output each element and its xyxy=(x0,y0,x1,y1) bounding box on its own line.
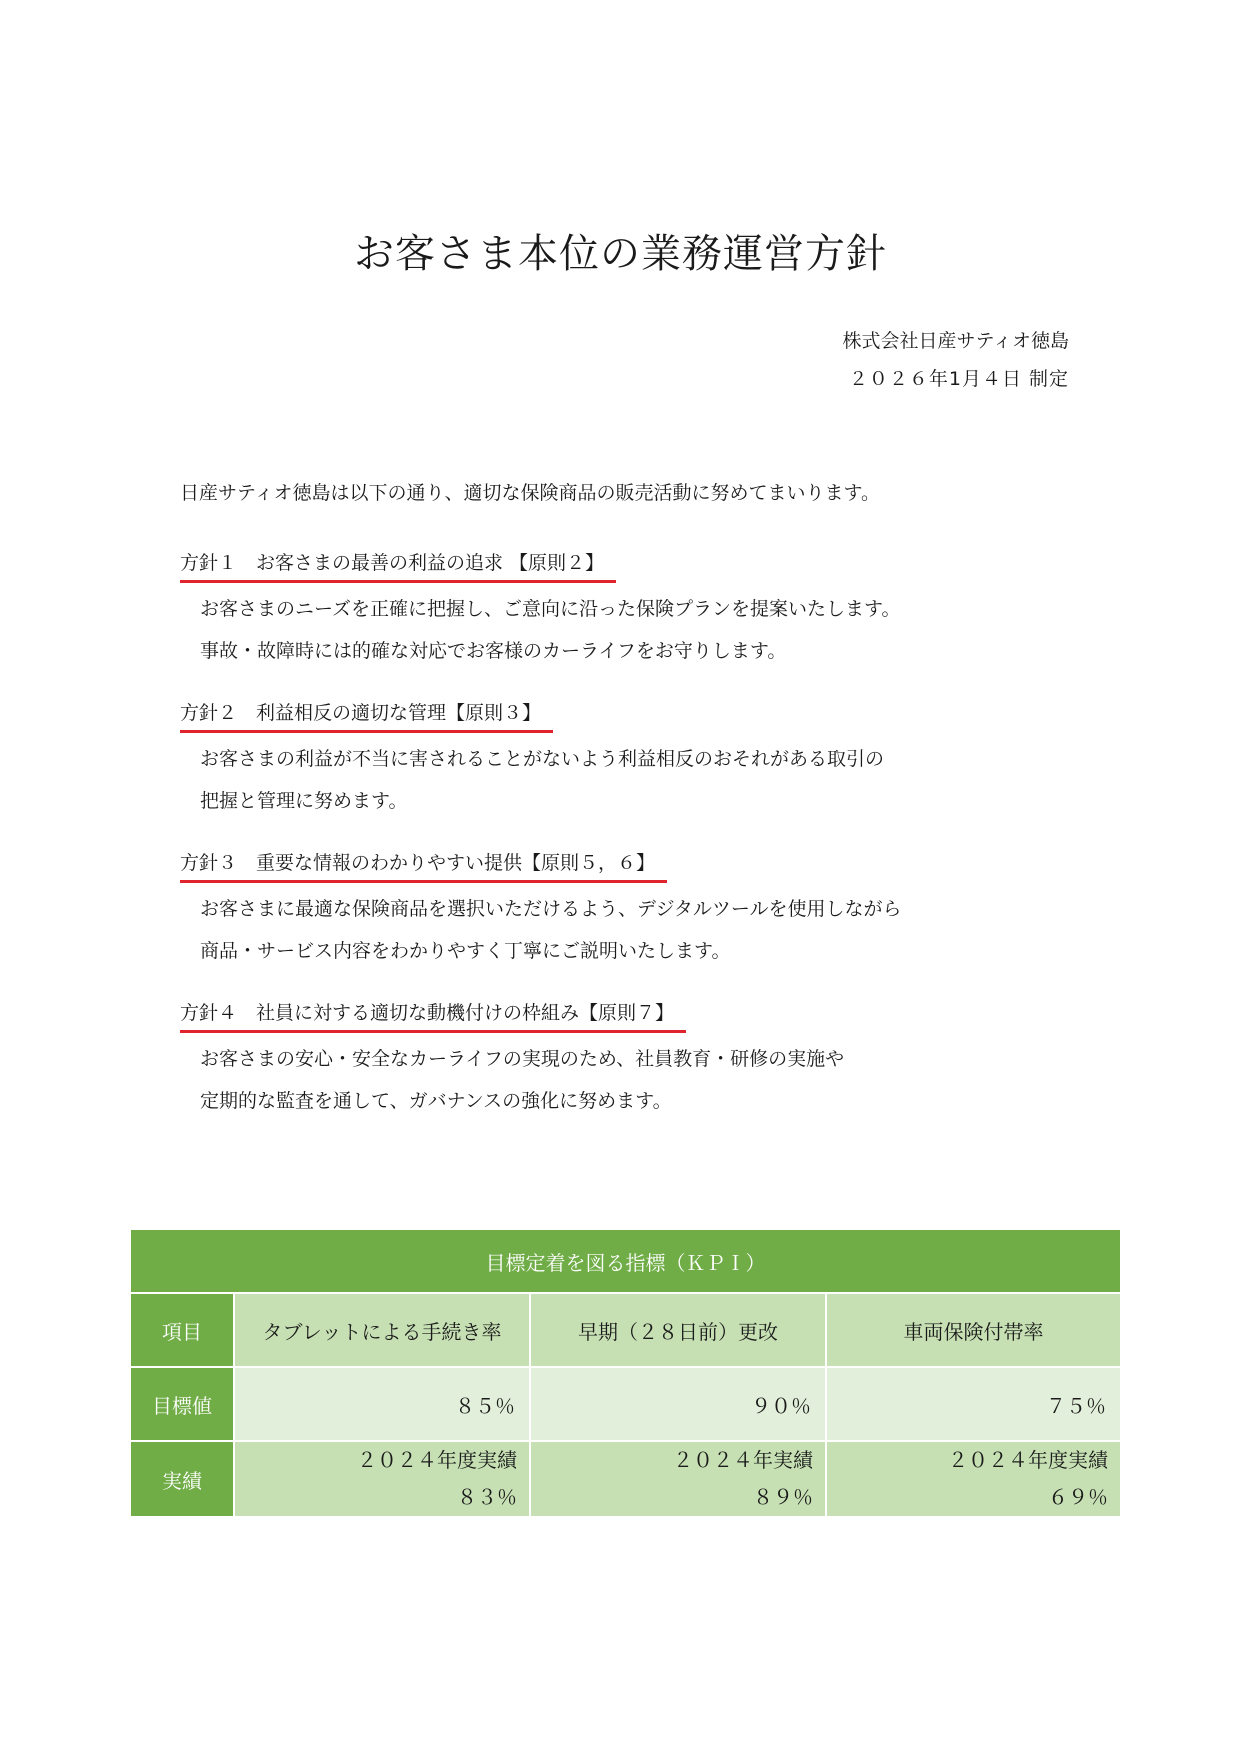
kpi-actual-period: ２０２４年実績 xyxy=(673,1448,813,1472)
kpi-actual-period: ２０２４年度実績 xyxy=(357,1448,517,1472)
kpi-actual-value: ６９％ xyxy=(1048,1485,1108,1509)
policy-line: お客さまの安心・安全なカーライフの実現のため、社員教育・研修の実施や xyxy=(200,1048,845,1070)
policy-heading: 方針２ 利益相反の適切な管理【原則３】 xyxy=(180,698,553,733)
company-name: 株式会社日産サティオ徳島 xyxy=(842,330,1069,352)
kpi-actual-value: ８３％ xyxy=(457,1485,517,1509)
kpi-table xyxy=(129,1228,1122,1518)
policy-3 xyxy=(180,848,901,963)
kpi-actual-cell xyxy=(234,1441,530,1517)
policy-1 xyxy=(180,548,901,663)
kpi-actual-label: 実績 xyxy=(130,1441,234,1517)
kpi-target-label: 目標値 xyxy=(130,1367,234,1441)
kpi-actual-cell xyxy=(530,1441,826,1517)
kpi-target-value: ９０％ xyxy=(530,1367,826,1441)
kpi-target-value: ８５％ xyxy=(234,1367,530,1441)
policy-line: 事故・故障時には的確な対応でお客様のカーライフをお守りします。 xyxy=(200,640,787,662)
policy-line: 定期的な監査を通して、ガバナンスの強化に努めます。 xyxy=(200,1090,672,1112)
kpi-caption: 目標定着を図る指標（ＫＰＩ） xyxy=(130,1229,1121,1293)
policy-heading: 方針３ 重要な情報のわかりやすい提供【原則５，６】 xyxy=(180,848,667,883)
intro-text: 日産サティオ徳島は以下の通り、適切な保険商品の販売活動に努めてまいります。 xyxy=(180,482,880,504)
page-title: お客さま本位の業務運営方針 xyxy=(354,231,887,277)
kpi-target-value: ７５％ xyxy=(826,1367,1121,1441)
kpi-column-header: タブレットによる手続き率 xyxy=(234,1293,530,1367)
policy-heading: 方針１ お客さまの最善の利益の追求 【原則２】 xyxy=(180,548,616,583)
enactment-date: ２０２６年1月４日 制定 xyxy=(848,368,1069,390)
policy-line: お客さまの利益が不当に害されることがないよう利益相反のおそれがある取引の xyxy=(200,748,885,770)
policy-heading: 方針４ 社員に対する適切な動機付けの枠組み【原則７】 xyxy=(180,998,686,1033)
policy-line: お客さまに最適な保険商品を選択いただけるよう、デジタルツールを使用しながら xyxy=(200,898,902,920)
kpi-header-label: 項目 xyxy=(130,1293,234,1367)
kpi-column-header: 早期（２８日前）更改 xyxy=(530,1293,826,1367)
policy-4 xyxy=(180,998,844,1113)
kpi-actual-cell xyxy=(826,1441,1121,1517)
policy-2 xyxy=(180,698,884,813)
kpi-actual-value: ８９％ xyxy=(753,1485,813,1509)
kpi-actual-period: ２０２４年度実績 xyxy=(948,1448,1108,1472)
policy-line: お客さまのニーズを正確に把握し、ご意向に沿った保険プランを提案いたします。 xyxy=(200,598,901,620)
kpi-column-header: 車両保険付帯率 xyxy=(826,1293,1121,1367)
policy-line: 商品・サービス内容をわかりやすく丁寧にご説明いたします。 xyxy=(200,940,731,962)
policy-line: 把握と管理に努めます。 xyxy=(200,790,408,812)
